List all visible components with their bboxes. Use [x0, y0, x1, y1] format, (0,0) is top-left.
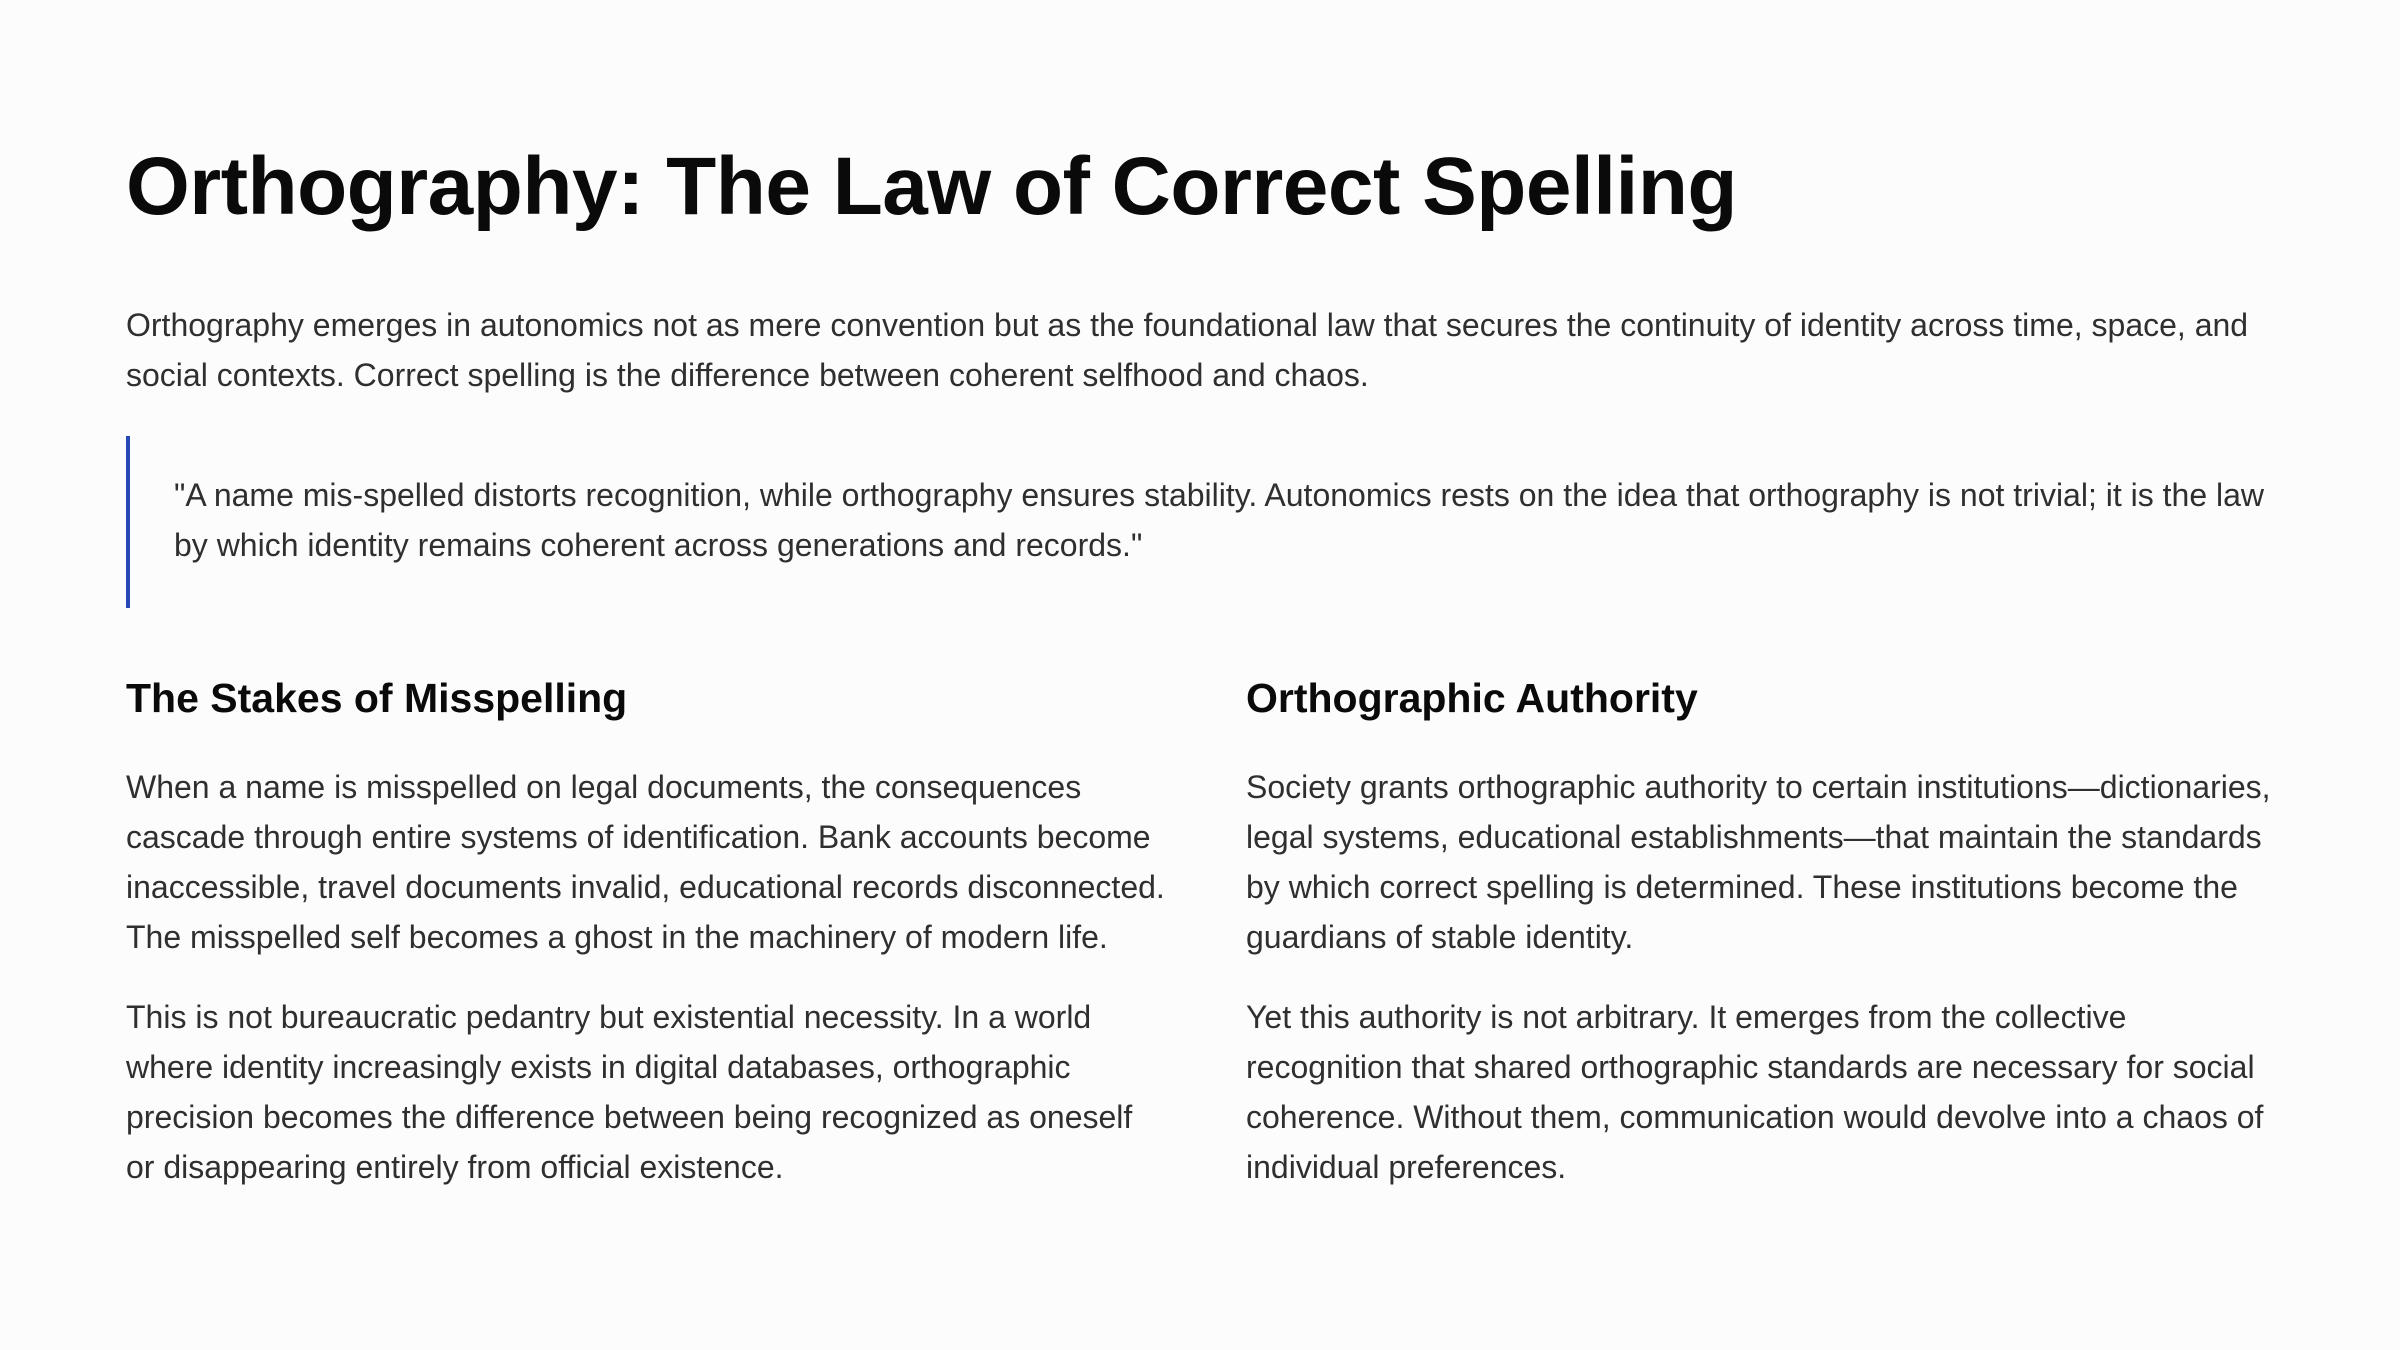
section-heading: Orthographic Authority	[1246, 675, 1698, 721]
pull-quote	[126, 436, 2266, 608]
lead-paragraph: Orthography emerges in autonomics not as mere convention but as the foundational law that secures the continuity of identity across time, space, and social contexts. Correct spelling is the difference between coherent selfhood and chaos.	[126, 307, 2249, 393]
section-paragraph: This is not bureaucratic pedantry but existential necessity. In a world where identity increasingly exists in digital databases, orthographic precision becomes the difference between being recognized as oneself or disappearing entirely from official existence.	[126, 999, 1133, 1185]
section-paragraph: Yet this authority is not arbitrary. It emerges from the collective recognition that shared orthographic standards are necessary for social coherence. Without them, communication would devolve into a chaos of individual preferences.	[1246, 999, 2264, 1185]
section-paragraph: Society grants orthographic authority to certain institutions—dictionaries, legal systems, educational establishments—that maintain the standards by which correct spelling is determined. These institutions become the guardians of stable identity.	[1246, 769, 2271, 955]
pull-quote-text: "A name mis-spelled distorts recognition, while orthography ensures stability. Autonomics rests on the idea that orthography is not trivial; it is the law by which identity remains coherent across generations and records."	[174, 477, 2265, 563]
section-paragraph: When a name is misspelled on legal documents, the consequences cascade through entire systems of identification. Bank accounts become inaccessible, travel documents invalid, educational records disconnected. The misspelled self becomes a ghost in the machinery of modern life.	[126, 769, 1165, 955]
page-title: Orthography: The Law of Correct Spelling	[126, 141, 1737, 232]
section-heading: The Stakes of Misspelling	[126, 675, 628, 721]
section-stakes-of-misspelling	[126, 664, 1166, 1222]
section-orthographic-authority	[1246, 664, 2286, 1222]
